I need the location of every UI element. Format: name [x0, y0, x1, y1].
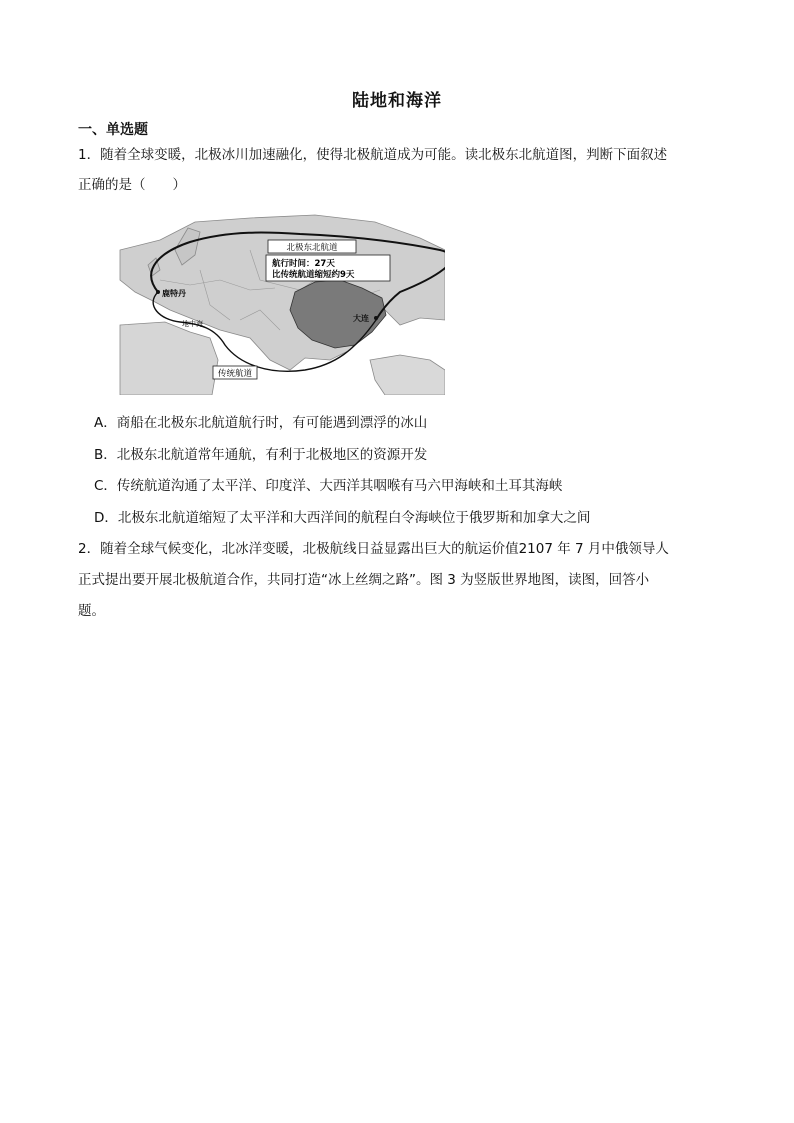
question-text: 随着全球变暖，北极冰川加速融化，使得北极航道成为可能。读北极东北航道图，判断下面叙述 [100, 147, 668, 163]
section-heading: 一、单选题 [78, 122, 148, 138]
question-2-stem [78, 534, 718, 627]
sailing-time-text: 航行时间：27天 [272, 259, 335, 269]
question-number: 2． [78, 541, 101, 557]
question-1-stem [78, 140, 718, 200]
rotterdam-marker [156, 290, 160, 294]
option-b: B．北极东北航道常年通航，有利于北极地区的资源开发 [94, 447, 428, 463]
time-saved-text: 比传统航道缩短约9天 [272, 270, 355, 280]
option-d: D．北极东北航道缩短了太平洋和大西洋间的航程白令海峡位于俄罗斯和加拿大之间 [94, 510, 591, 526]
dalian-marker [374, 316, 378, 320]
dalian-label: 大连 [353, 314, 369, 323]
arctic-route-map [100, 210, 445, 395]
question-text: 题。 [78, 603, 105, 619]
mediterranean-label: 地中海 [182, 320, 203, 328]
question-text: 正式提出要开展北极航道合作，共同打造“冰上丝绸之路”。图 3 为竖版世界地图，读图，回答小 [78, 572, 650, 588]
traditional-route-label: 传统航道 [217, 369, 253, 379]
option-c: C．传统航道沟通了太平洋、印度洋、大西洋其咽喉有马六甲海峡和土耳其海峡 [94, 478, 563, 494]
option-a: A．商船在北极东北航道航行时，有可能遇到漂浮的冰山 [94, 415, 428, 431]
question-number: 1． [78, 147, 101, 163]
question-text: 正确的是（ ） [78, 177, 186, 193]
rotterdam-label: 鹿特丹 [162, 289, 186, 298]
question-text: 随着全球气候变化，北冰洋变暖，北极航线日益显露出巨大的航运价值2107 年 7 月中俄领导人 [100, 541, 669, 557]
page-title: 陆地和海洋 [352, 91, 442, 111]
route-label: 北极东北航道 [286, 243, 338, 253]
